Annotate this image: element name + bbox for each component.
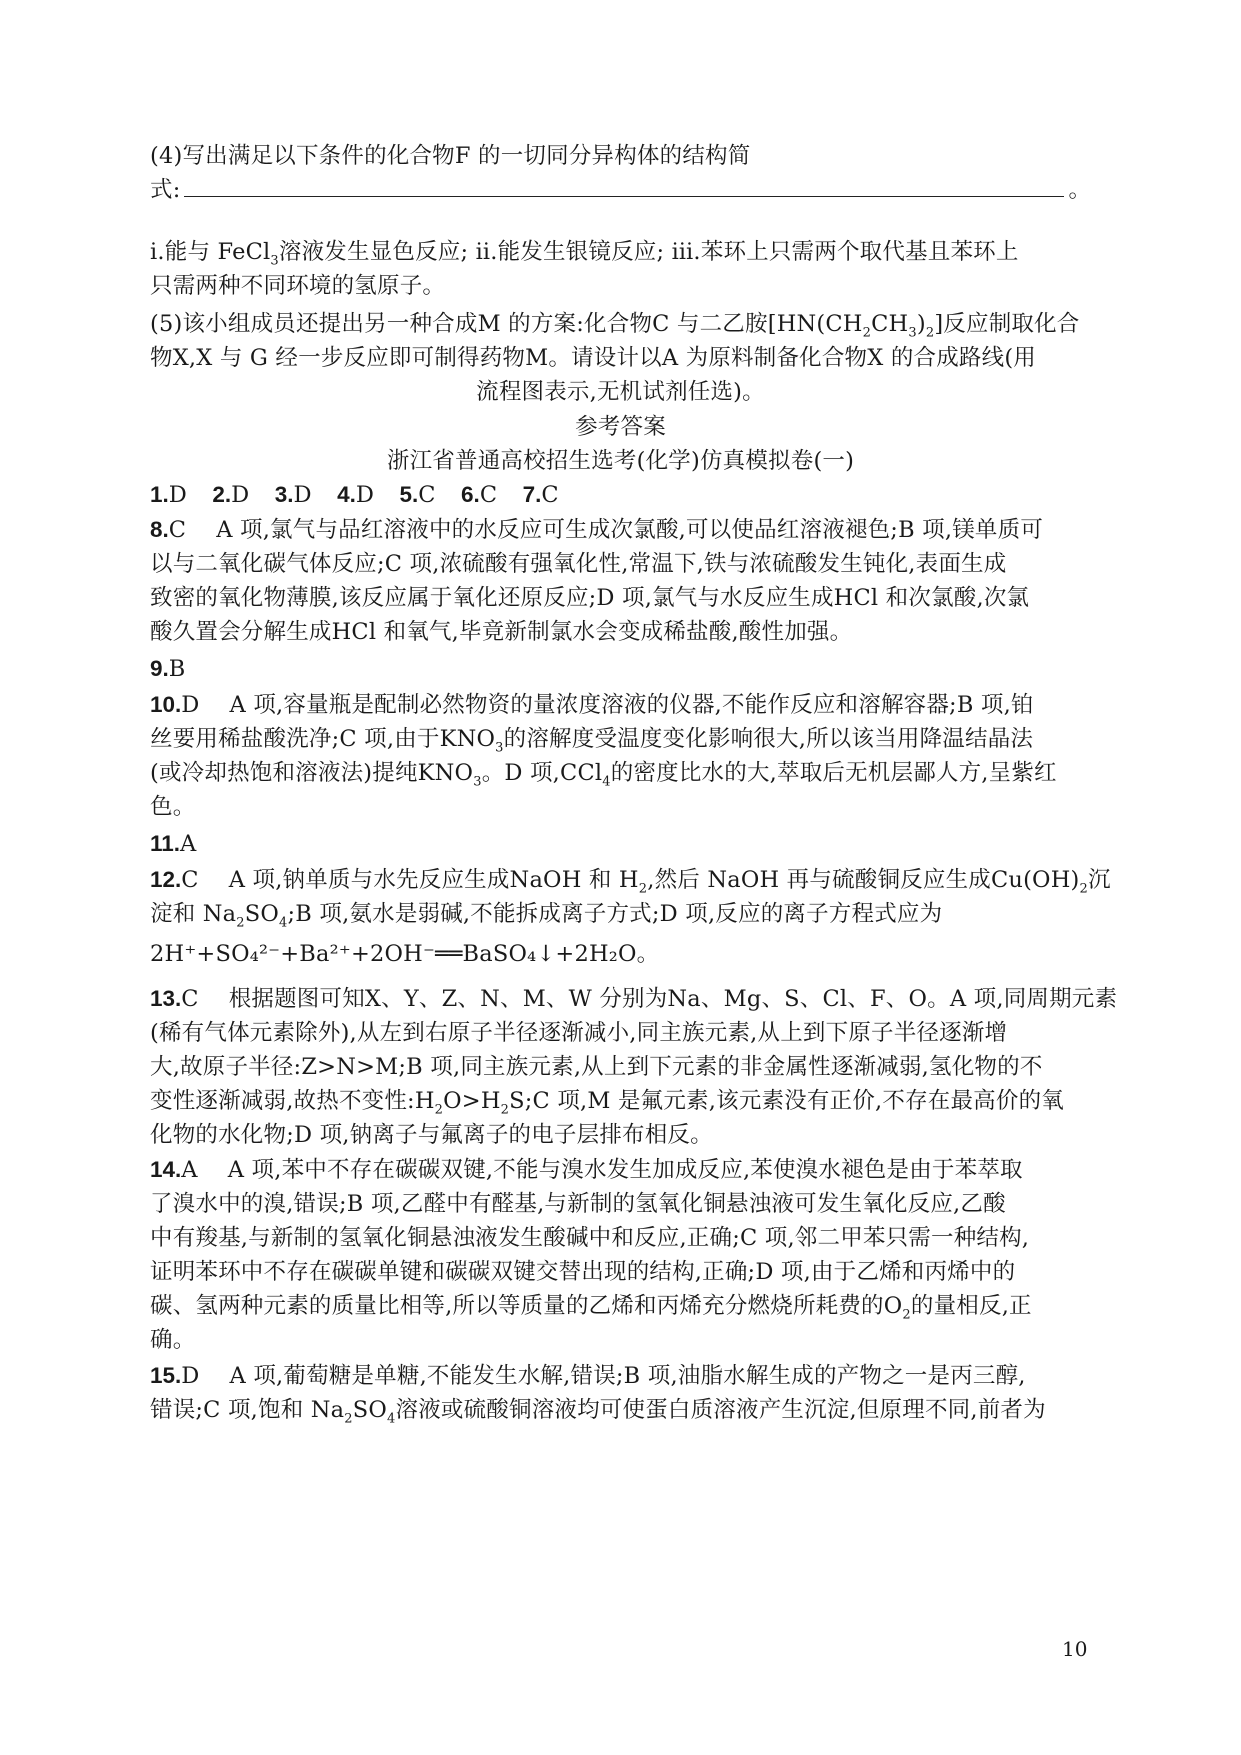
answer-10-line4: 色。 xyxy=(150,794,196,820)
answer-blank xyxy=(184,176,1064,197)
answer-13-line5: 化物的水化物;D 项,钠离子与氟离子的电子层排布相反。 xyxy=(150,1122,713,1148)
page-number: 10 xyxy=(1062,1637,1088,1661)
answer-8-line2: 以与二氧化碳气体反应;C 项,浓硫酸有强氧化性,常温下,铁与浓硫酸发生钝化,表面生成 xyxy=(150,551,1007,577)
answer-12-equation: 2H⁺+SO₄²⁻+Ba²⁺+2OH⁻══BaSO₄↓+2H₂O。 xyxy=(150,941,660,967)
q5-line3: 流程图表示,无机试剂任选)。 xyxy=(476,379,765,405)
answer-14-line4: 证明苯环中不存在碳碳单键和碳碳双键交替出现的结构,正确;D 项,由于乙烯和丙烯中的 xyxy=(150,1259,1016,1285)
exam-title: 浙江省普通高校招生选考(化学)仿真模拟卷(一) xyxy=(386,448,855,474)
q4-line1: (4)写出满足以下条件的化合物F 的一切同分异构体的结构简 xyxy=(150,143,751,169)
answer-14-line2: 了溴水中的溴,错误;B 项,乙醛中有醛基,与新制的氢氧化铜悬浊液可发生氧化反应,乙酸 xyxy=(150,1191,1006,1217)
answer-14-line5: 碳、氢两种元素的质量比相等,所以等质量的乙烯和丙烯充分燃烧所耗费的$O_2$的量相反,正 xyxy=(150,1293,1032,1323)
answer-11: 11.A xyxy=(150,831,197,857)
conditions-line2: 只需两种不同环境的氢原子。 xyxy=(150,273,446,299)
conditions-line1: ⅰ.能与 FeCl$_3$溶液发生显色反应; ⅱ.能发生银镜反应; ⅲ.苯环上只需两个取代基且苯环上 xyxy=(150,239,1019,269)
answer-8-line4: 酸久置会分解生成HCl 和氧气,毕竟新制氯水会变成稀盐酸,酸性加强。 xyxy=(150,619,853,645)
answer-13-line3: 大,故原子半径:Z>N>M;B 项,同主族元素,从上到下元素的非金属性逐渐减弱,氢化物的不 xyxy=(150,1054,1043,1080)
q4-answer-line: 式: 。 xyxy=(150,177,1092,203)
q5-line1: (5)该小组成员还提出另一种合成M 的方案:化合物C 与二乙胺$[HN(CH_2CH_3)_2]$反应制取化合 xyxy=(150,311,1080,341)
answer-12-line1: 12.C A 项,钠单质与水先反应生成NaOH 和 $H_2$,然后 NaOH 再与硫酸铜反应生成$Cu(OH)_2$沉 xyxy=(150,867,1111,897)
answer-13-line1: 13.C 根据题图可知X、Y、Z、N、M、W 分别为Na、Mg、S、Cl、F、O。A 项,同周期元素 xyxy=(150,986,1118,1012)
answers-1-7: 1.D 2.D 3.D 4.D 5.C 6.C 7.C xyxy=(150,482,559,508)
answer-15-line2: 错误;C 项,饱和 $Na_2SO_4$溶液或硫酸铜溶液均可使蛋白质溶液产生沉淀,但原理不同,前者为 xyxy=(150,1397,1046,1427)
answer-14-line6: 确。 xyxy=(150,1327,196,1353)
answer-13-line2: (稀有气体元素除外),从左到右原子半径逐渐减小,同主族元素,从上到下原子半径逐渐增 xyxy=(150,1020,1008,1046)
answer-15-line1: 15.D A 项,葡萄糖是单糖,不能发生水解,错误;B 项,油脂水解生成的产物之一是丙三醇, xyxy=(150,1363,1026,1389)
answer-8-line3: 致密的氧化物薄膜,该反应属于氧化还原反应;D 项,氯气与水反应生成HCl 和次氯酸,次氯 xyxy=(150,585,1030,611)
answer-8-line1: 8.C A 项,氯气与品红溶液中的水反应可生成次氯酸,可以使品红溶液褪色;B 项,镁单质可 xyxy=(150,517,1044,543)
answer-10-line2: 丝要用稀盐酸洗净;C 项,由于$KNO_3$的溶解度受温度变化影响很大,所以该当用降温结晶法 xyxy=(150,726,1034,756)
answer-14-line1: 14.A A 项,苯中不存在碳碳双键,不能与溴水发生加成反应,苯使溴水褪色是由于苯萃取 xyxy=(150,1157,1023,1183)
answer-10-line3: (或冷却热饱和溶液法)提纯$KNO_3$。D 项,CCl$_4$的密度比水的大,萃取后无机层鄙人方,呈紫红 xyxy=(150,760,1057,790)
answer-9: 9.B xyxy=(150,656,186,682)
answer-title: 参考答案 xyxy=(575,414,666,440)
q5-line2: 物X,X 与 G 经一步反应即可制得药物M。请设计以A 为原料制备化合物X 的合成路线(用 xyxy=(150,345,1037,371)
answer-12-line2: 淀和 $Na_2SO_4;B$ 项,氨水是弱碱,不能拆成离子方式;D 项,反应的离子方程式应为 xyxy=(150,901,943,931)
answer-10-line1: 10.D A 项,容量瓶是配制必然物资的量浓度溶液的仪器,不能作反应和溶解容器;B 项,铂 xyxy=(150,692,1034,718)
answer-14-line3: 中有羧基,与新制的氢氧化铜悬浊液发生酸碱中和反应,正确;C 项,邻二甲苯只需一种结构, xyxy=(150,1225,1030,1251)
answer-13-line4: 变性逐渐减弱,故热不变性$:H_2O>H_2S;C$ 项,M 是氟元素,该元素没有正价,不存在最高价的氧 xyxy=(150,1088,1064,1118)
